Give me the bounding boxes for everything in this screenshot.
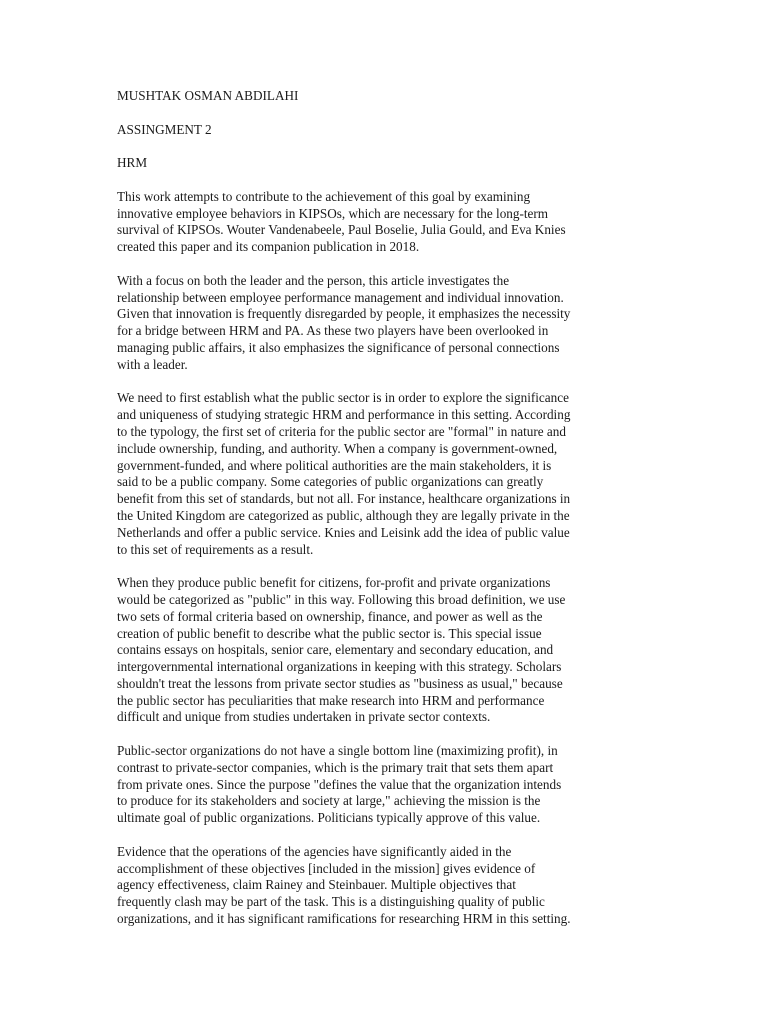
document-page (117, 88, 653, 945)
assignment-title: ASSINGMENT 2 (117, 121, 212, 137)
paragraph-6: Evidence that the operations of the agencies have significantly aided in the accomplishment of these objectives [included in the mission] gives evidence of agency effectiveness, claim Rainey and Steinbauer. Multiple objectives that frequently clash may be part of the task. This is a distinguishing quality of public organizations, and it has significant ramifications for researching HRM in this setting. (117, 843, 571, 927)
paragraph-1: This work attempts to contribute to the achievement of this goal by examining innovative employee behaviors in KIPSOs, which are necessary for the long-term survival of KIPSOs. Wouter Vandenabeele, Paul Boselie, Julia Gould, and Eva Knies created this paper and its companion publication in 2018. (117, 188, 566, 255)
paragraph-5: Public-sector organizations do not have a single bottom line (maximizing profit), in contrast to private-sector companies, which is the primary trait that sets them apart from private ones. Since the purpose "defines the value that the organization intends to produce for its stakeholders and society at large," achieving the mission is the ultimate goal of public organizations. Politicians typically approve of this value. (117, 743, 562, 826)
author-name: MUSHTAK OSMAN ABDILAHI (117, 88, 299, 103)
paragraph-3: We need to first establish what the public sector is in order to explore the significance and uniqueness of studying strategic HRM and performance in this setting. According to the typology, the first set of criteria for the public sector are "formal" in nature and include ownership, funding, and authority. When a company is government-owned, government-funded, and where political authorities are the main stakeholders, it is said to be a public company. Some categories of public organizations can greatly benefit from this set of standards, but not all. For instance, healthcare organizations in the United Kingdom are categorized as public, although they are legally private in the Netherlands and offer a public service. Knies and Leisink add the idea of public value to this set of requirements as a result. (117, 390, 571, 557)
paragraph-4: When they produce public benefit for citizens, for-profit and private organizations would be categorized as "public" in this way. Following this broad definition, we use two sets of formal criteria based on ownership, finance, and power as well as the creation of public benefit to describe what the public sector is. This special issue contains essays on hospitals, senior care, elementary and secondary education, and intergovernmental international organizations in keeping with this strategy. Scholars shouldn't treat the lessons from private sector studies as "business as usual," because the public sector has peculiarities that make research into HRM and performance difficult and unique from studies undertaken in private sector contexts. (117, 575, 566, 725)
subject-title: HRM (117, 155, 148, 171)
paragraph-2: With a focus on both the leader and the person, this article investigates the relationship between employee performance management and individual innovation. Given that innovation is frequently disregarded by people, it emphasizes the necessity for a bridge between HRM and PA. As these two players have been overlooked in managing public affairs, it also emphasizes the significance of personal connections with a leader. (117, 272, 571, 372)
